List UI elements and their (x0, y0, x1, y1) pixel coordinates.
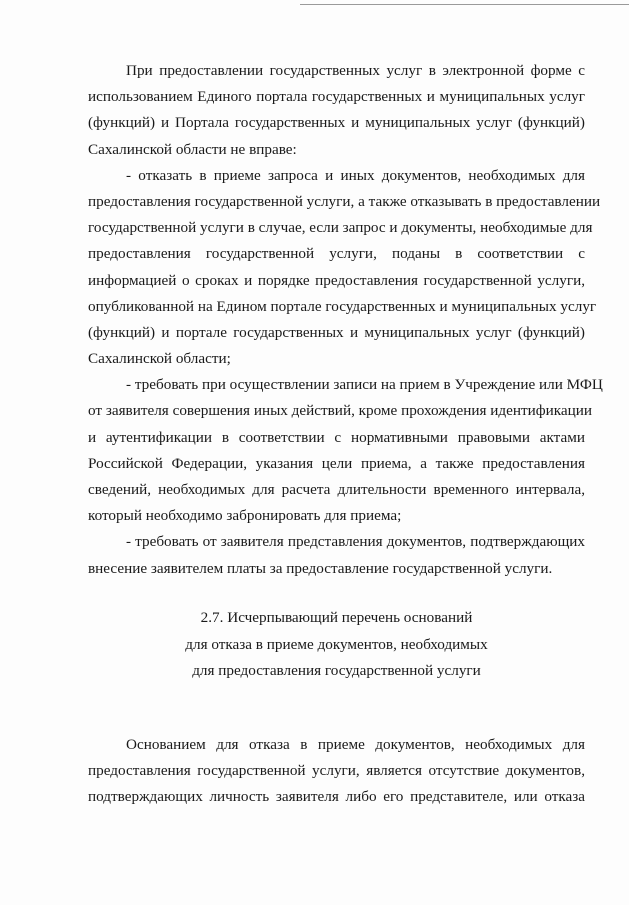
text-line: предоставления государственной услуги, поданы в соответствии с (88, 245, 585, 263)
text-line: сведений, необходимых для расчета длительности временного интервала, (88, 481, 585, 498)
text-line: предоставления государственной услуги, является отсутствие документов, (88, 762, 585, 780)
text-line: Российской Федерации, указания цели приема, а также предоставления (88, 454, 585, 472)
paragraph-refusal-grounds (88, 732, 585, 811)
text-line: предоставления государственной услуги, а также отказывать в предоставлении (88, 192, 601, 210)
text-line: - требовать от заявителя представления документов, подтверждающих (126, 533, 585, 551)
paragraph-electronic-services (88, 58, 585, 163)
text-line: При предоставлении государственных услуг в электронной форме с (126, 62, 585, 79)
text-line: - отказать в приеме запроса и иных документов, необходимых для (126, 166, 585, 184)
paragraph-refuse-request (88, 163, 601, 373)
text-line: который необходимо забронировать для приема; (88, 507, 402, 525)
text-line: - требовать при осуществлении записи на прием в Учреждение или МФЦ (126, 376, 603, 394)
heading-line: для предоставления государственной услуги (192, 662, 481, 679)
text-line: подтверждающих личность заявителя либо его представителе, или отказа (88, 788, 585, 806)
body-text (88, 58, 603, 582)
text-line: (функций) и Портала государственных и муниципальных услуг (функций) (88, 114, 585, 132)
text-line: использованием Единого портала государственных и муниципальных услуг (88, 88, 585, 106)
paragraph-payment-documents (88, 529, 585, 581)
section-heading (88, 605, 585, 685)
text-line: Сахалинской области; (88, 350, 231, 368)
paragraph-appointment-actions (88, 372, 603, 529)
text-line: внесение заявителем платы за предоставление государственной услуги. (88, 559, 553, 577)
text-line: от заявителя совершения иных действий, кроме прохождения идентификации (88, 402, 592, 420)
text-line: опубликованной на Едином портале государственных и муниципальных услуг (88, 297, 597, 315)
heading-line: для отказа в приеме документов, необходимых (185, 635, 488, 653)
text-line: Сахалинской области не вправе: (88, 140, 297, 158)
text-line: (функций) и портале государственных и муниципальных услуг (функций) (88, 323, 585, 341)
heading-line: 2.7. Исчерпывающий перечень оснований (200, 609, 473, 626)
text-line: и аутентификации в соответствии с нормативными правовыми актами (88, 428, 585, 446)
text-line: информацией о сроках и порядке предоставления государственной услуги, (88, 271, 585, 289)
text-line: Основанием для отказа в приеме документов, необходимых для (126, 736, 585, 753)
top-rule (300, 4, 629, 5)
text-line: государственной услуги в случае, если запрос и документы, необходимые для (88, 219, 593, 237)
